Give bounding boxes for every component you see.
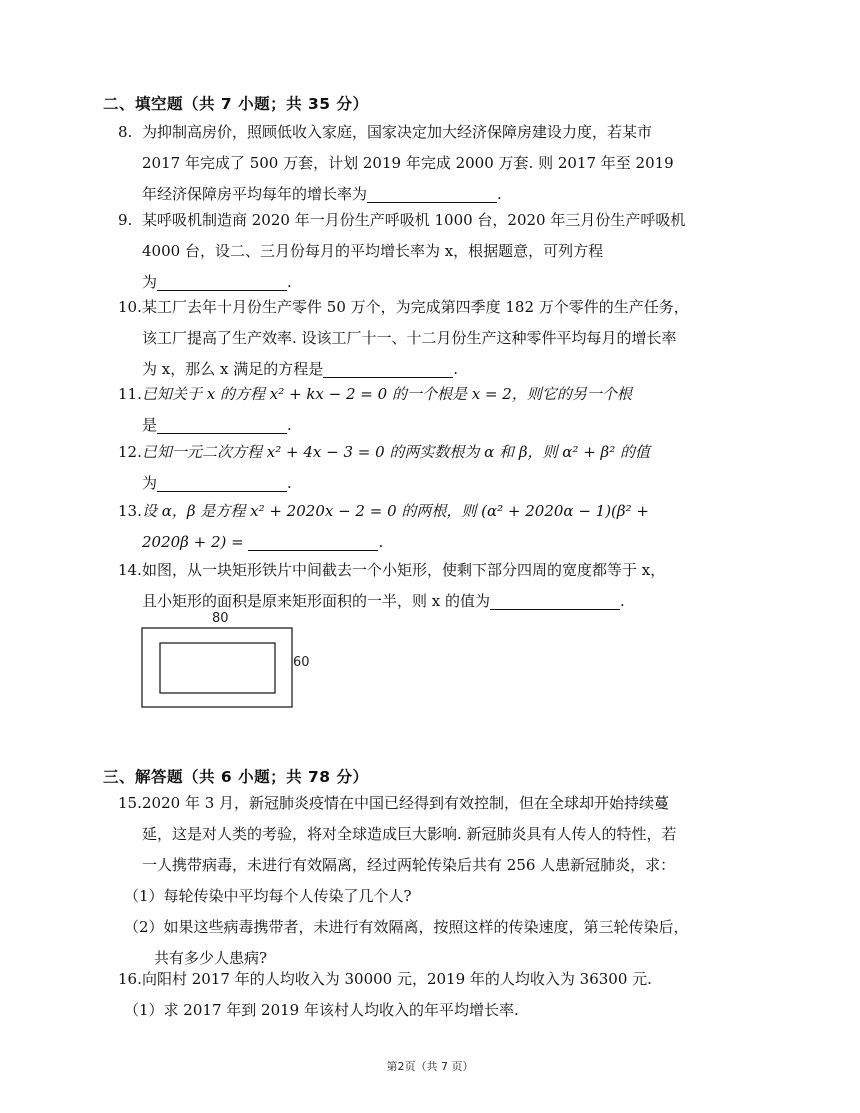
answer-blank[interactable] [157,272,287,291]
question-text: 为抑制高房价，照顾低收入家庭，国家决定加大经济保障房建设力度，若某市 [142,123,653,141]
question-12 [118,437,763,499]
question-number: 12. [118,443,142,461]
question-text: 一人携带病毒，未进行有效隔离，经过两轮传染后共有 256 人患新冠肺炎，求： [142,856,676,874]
question-10 [118,292,763,385]
page-footer: 第2页（共 7 页） [386,1060,474,1073]
question-text: 是 [142,416,158,434]
answer-blank[interactable] [248,532,378,551]
answer-blank[interactable] [323,359,453,378]
period: . [287,273,292,291]
answer-blank[interactable] [367,184,497,203]
question-text: 某工厂去年十月份生产零件 50 万个，为完成第四季度 182 万个零件的生产任务， [142,298,689,316]
question-16 [118,964,763,1026]
question-text: 某呼吸机制造商 2020 年一月份生产呼吸机 1000 台，2020 年三月份生产呼吸机 [142,211,686,229]
question-number: 16. [118,970,142,988]
question-text: 为 x，那么 x 满足的方程是 [142,360,324,378]
question-number: 14. [118,561,142,579]
question-9 [118,205,763,298]
period: . [453,360,459,378]
question-15 [118,788,763,974]
question-14 [118,555,763,617]
question-text: 已知关于 x 的方程 x² + kx − 2 = 0 的一个根是 x = 2，则它的另一个根 [142,385,632,403]
answer-blank[interactable] [157,473,287,492]
question-text: 为 [142,474,158,492]
period: . [287,416,292,434]
sub-question-2-cont: 共有多少人患病? [154,949,268,967]
question-number: 8. [118,123,133,141]
question-number: 9. [118,211,133,229]
question-8 [118,117,763,210]
question-text: 2017 年完成了 500 万套，计划 2019 年完成 2000 万套. 则 2017 年至 2019 [142,154,674,172]
outer-rectangle [142,628,292,707]
answer-blank[interactable] [490,591,620,610]
question-text: 且小矩形的面积是原来矩形面积的一半，则 x 的值为 [142,592,490,610]
question-11 [118,379,763,441]
inner-rectangle [160,643,275,693]
question-text: 该工厂提高了生产效率. 设该工厂十一、十二月份生产这种零件平均每月的增长率 [142,329,677,347]
answer-blank[interactable] [157,415,287,434]
question-text: 设 α，β 是方程 x² + 2020x − 2 = 0 的两根，则 (α² + 2020α − 1)(β² + [142,502,649,520]
question-text: 2020 年 3 月，新冠肺炎疫情在中国已经得到有效控制，但在全球却开始持续蔓 [142,794,670,812]
question-text: 延，这是对人类的考验，将对全球造成巨大影响. 新冠肺炎具有人传人的特性，若 [142,825,677,843]
figure-label-width: 80 [212,611,229,626]
question-number: 15. [118,794,142,812]
period: . [497,185,502,203]
sub-question-1: （1）求 2017 年到 2019 年该村人均收入的年平均增长率. [124,1001,519,1019]
sub-question-1: （1）每轮传染中平均每个人传染了几个人? [124,887,412,905]
question-text: 年经济保障房平均每年的增长率为 [142,185,368,203]
question-text: 为 [142,273,158,291]
question-number: 13. [118,502,142,520]
period: . [287,474,292,492]
question-text: 已知一元二次方程 x² + 4x − 3 = 0 的两实数根为 α 和 β，则 α² + β² 的值 [142,443,650,461]
question-text: 4000 台，设二、三月份每月的平均增长率为 x，根据题意，可列方程 [142,242,604,260]
question-number: 11. [118,385,142,403]
period: . [620,592,625,610]
question-text: 2020β + 2) = [142,533,244,551]
period: . [378,533,384,551]
question-text: 向阳村 2017 年的人均收入为 30000 元，2019 年的人均收入为 36300 元. [142,970,652,988]
sub-question-2: （2）如果这些病毒携带者，未进行有效隔离，按照这样的传染速度，第三轮传染后， [124,918,689,936]
section-title-solutions: 三、解答题（共 6 小题；共 78 分） [103,768,369,786]
section-title-fill-in: 二、填空题（共 7 小题；共 35 分） [103,95,369,113]
question-text: 如图，从一块矩形铁片中间截去一个小矩形，使剩下部分四周的宽度都等于 x， [142,561,666,579]
question-13 [118,496,763,558]
figure-label-height: 60 [293,655,310,670]
question-number: 10. [118,298,142,316]
rectangle-figure [140,627,295,709]
